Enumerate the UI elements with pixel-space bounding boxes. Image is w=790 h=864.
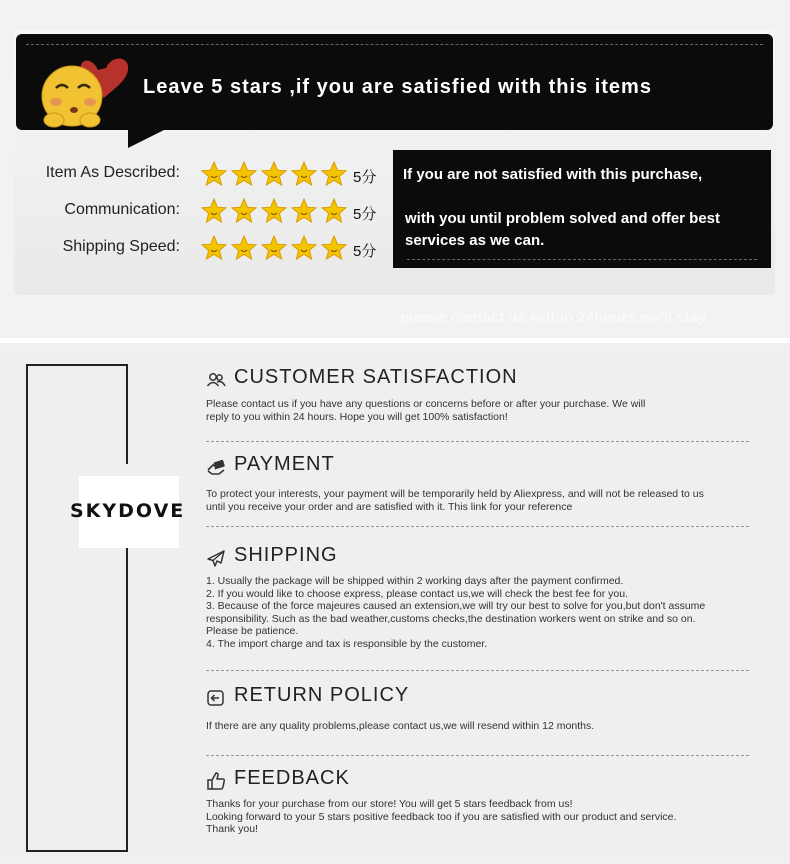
return-icon bbox=[206, 688, 226, 708]
section-title: PAYMENT bbox=[234, 453, 335, 475]
brand-name: SKYDOVE bbox=[70, 500, 186, 522]
divider bbox=[206, 755, 749, 756]
section-text: To protect your interests, your payment will be temporarily held by Aliexpress, and will not be released to us bbox=[206, 488, 704, 500]
star-icon bbox=[320, 160, 348, 188]
section-text: 2. If you would like to choose express, please contact us,we will check the best fee for you. bbox=[206, 587, 628, 600]
section-text: Thanks for your purchase from our store! You will get 5 stars feedback from us! bbox=[206, 798, 573, 810]
star-icon bbox=[290, 234, 318, 262]
star-icon bbox=[230, 234, 258, 262]
section-text: If there are any quality problems,please contact us,we will resend within 12 months. bbox=[206, 720, 595, 732]
section-title: RETURN POLICY bbox=[234, 684, 410, 706]
message-line: with you until problem solved and offer best bbox=[405, 210, 721, 227]
message-line: services as we can. bbox=[405, 232, 545, 249]
section-text: Thank you! bbox=[206, 823, 258, 835]
rating-score: 5分 bbox=[353, 243, 377, 260]
section-return-policy bbox=[206, 684, 751, 733]
divider bbox=[206, 670, 749, 671]
divider bbox=[206, 526, 749, 527]
section-title: FEEDBACK bbox=[234, 767, 350, 789]
money-hand-icon bbox=[206, 457, 226, 477]
star-icon bbox=[230, 160, 258, 188]
faint-contact-text: please contact us within 24hours,we'll stay bbox=[400, 309, 707, 326]
star-icon bbox=[260, 234, 288, 262]
airplane-icon bbox=[206, 548, 226, 568]
section-text: responsibility. Such as the bad weather,customs checks,the destination workers went on strike and so on. bbox=[206, 612, 696, 625]
rating-label: Item As Described: bbox=[45, 164, 180, 181]
people-icon bbox=[206, 370, 226, 390]
rating-row-communication bbox=[20, 197, 390, 227]
star-icon bbox=[290, 197, 318, 225]
headline-text: Leave 5 stars ,if you are satisfied with this items bbox=[143, 76, 652, 98]
brand-frame-edge bbox=[126, 364, 128, 464]
section-title: CUSTOMER SATISFACTION bbox=[234, 366, 518, 388]
star-icon bbox=[200, 234, 228, 262]
section-text: 3. Because of the force majeures caused an extension,we will try our best to solve for you,but don't assume bbox=[206, 600, 706, 612]
star-icon bbox=[320, 197, 348, 225]
star-rating bbox=[200, 160, 350, 188]
star-icon bbox=[230, 197, 258, 225]
rating-label: Shipping Speed: bbox=[62, 238, 180, 255]
section-feedback bbox=[206, 767, 751, 836]
star-icon bbox=[320, 234, 348, 262]
star-rating bbox=[200, 197, 350, 225]
brand-frame-edge bbox=[126, 548, 128, 850]
star-icon bbox=[200, 160, 228, 188]
section-text: Please contact us if you have any questions or concerns before or after your purchase. We will bbox=[206, 398, 646, 410]
speech-bubble-tail bbox=[128, 128, 168, 148]
rating-row-shipping-speed bbox=[20, 234, 390, 264]
section-payment bbox=[206, 453, 751, 513]
star-icon bbox=[260, 197, 288, 225]
section-customer-satisfaction bbox=[206, 366, 751, 423]
star-icon bbox=[200, 197, 228, 225]
section-shipping bbox=[206, 544, 751, 650]
brand-frame bbox=[26, 364, 128, 852]
section-text: Please be patience. bbox=[206, 625, 299, 637]
thumbs-up-icon bbox=[206, 771, 226, 791]
rating-score: 5分 bbox=[353, 169, 377, 186]
section-text: 1. Usually the package will be shipped within 2 working days after the payment confirmed. bbox=[206, 575, 624, 587]
dissatisfaction-message-box bbox=[393, 150, 771, 268]
star-icon bbox=[260, 160, 288, 188]
section-text: 4. The import charge and tax is responsible by the customer. bbox=[206, 637, 488, 650]
section-text: reply to you within 24 hours. Hope you will get 100% satisfaction! bbox=[206, 410, 508, 423]
rating-score: 5分 bbox=[353, 206, 377, 223]
rating-row-item-described bbox=[20, 160, 390, 190]
section-text: until you receive your order and are satisfied with it. This link for your reference bbox=[206, 500, 573, 513]
section-text: Looking forward to your 5 stars positive feedback too if you are satisfied with our product and service. bbox=[206, 810, 677, 823]
star-rating bbox=[200, 234, 350, 262]
star-icon bbox=[290, 160, 318, 188]
kissing-emoji-icon bbox=[32, 48, 132, 132]
divider bbox=[206, 441, 749, 442]
section-title: SHIPPING bbox=[234, 544, 338, 566]
rating-label: Communication: bbox=[64, 201, 180, 218]
message-line: If you are not satisfied with this purchase, bbox=[403, 166, 703, 183]
